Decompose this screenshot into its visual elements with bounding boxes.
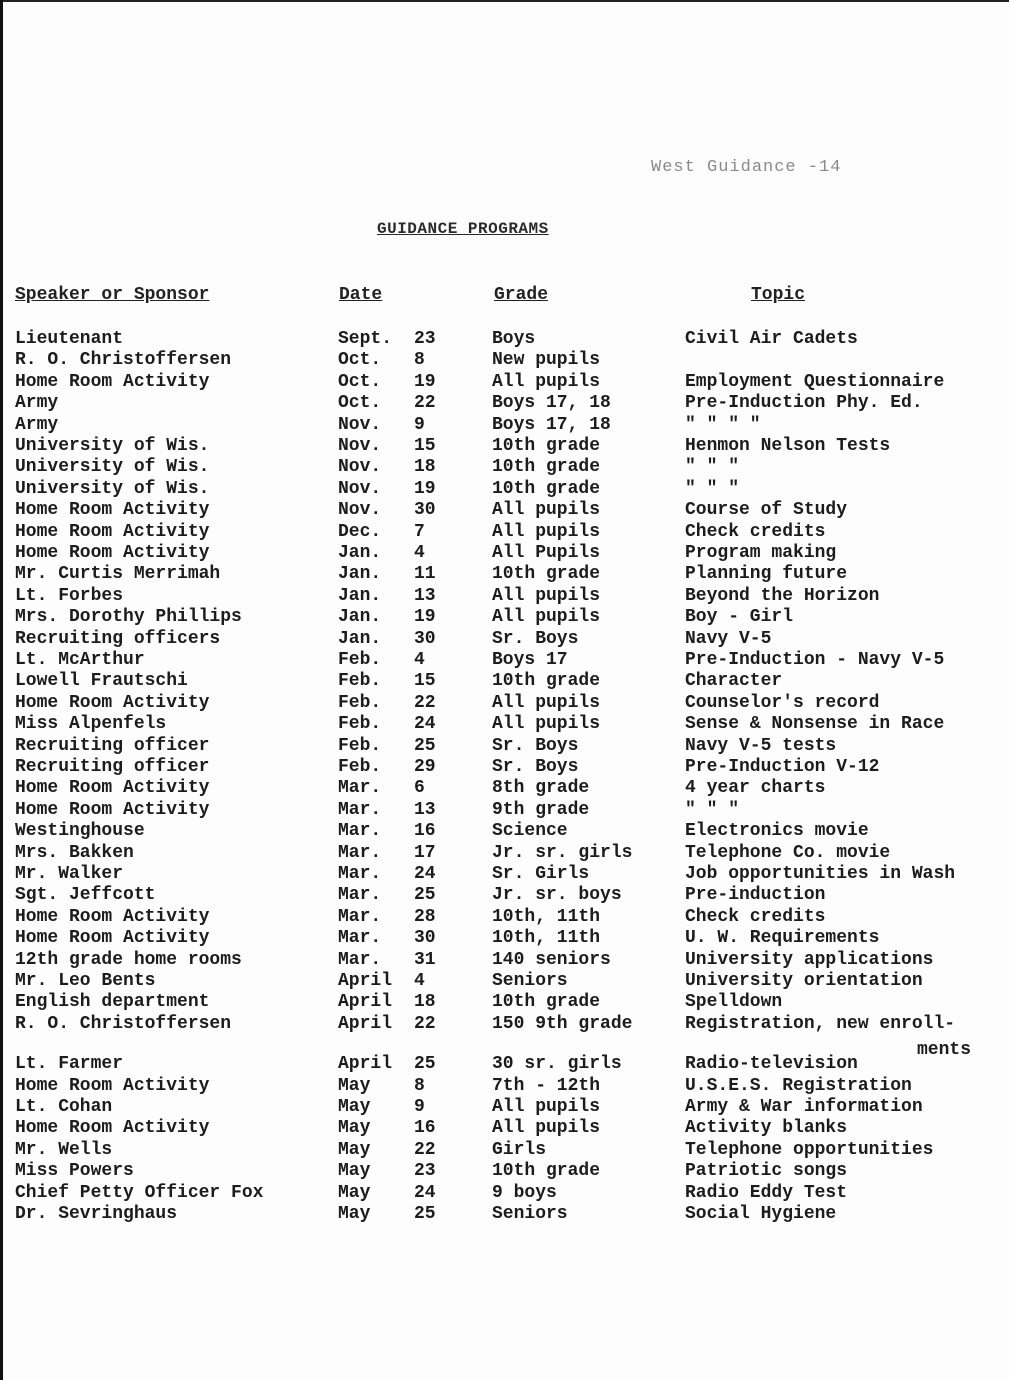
row-grade: Boys 17 [492, 650, 568, 670]
table-row [3, 756, 1009, 778]
row-day: 22 [414, 393, 436, 414]
row-day: 11 [414, 564, 436, 585]
row-day: 8 [414, 1075, 425, 1096]
table-row [3, 713, 1009, 735]
table-row [3, 991, 1009, 1013]
row-day: 25 [414, 1204, 436, 1224]
table-row [3, 606, 1009, 628]
row-topic: " " " " [685, 414, 761, 435]
row-month: Mar. [338, 821, 382, 842]
row-speaker: Home Room Activity [15, 692, 210, 713]
table-row [3, 371, 1009, 393]
row-speaker: English department [15, 992, 210, 1013]
row-grade: All pupils [492, 714, 601, 735]
row-grade: 9 boys [492, 1182, 557, 1203]
row-day: 16 [414, 821, 436, 842]
row-month: April [338, 1013, 393, 1034]
row-day: 30 [414, 928, 436, 949]
row-day: 25 [414, 735, 436, 756]
row-day: 19 [414, 478, 436, 499]
row-grade: Sr. Boys [492, 735, 579, 756]
row-month: Oct. [338, 393, 382, 414]
table-row [3, 328, 1009, 350]
row-topic: Radio-television [685, 1054, 858, 1075]
row-month: Jan. [338, 607, 382, 628]
row-grade: All pupils [492, 1097, 601, 1117]
row-day: 16 [414, 1118, 436, 1139]
row-month: Mar. [338, 799, 382, 820]
topic-continuation: ments [917, 1040, 972, 1060]
table-row [3, 1160, 1009, 1182]
row-month: May [338, 1204, 371, 1224]
row-speaker: Mrs. Bakken [15, 842, 134, 863]
row-speaker: Home Room Activity [15, 543, 210, 563]
row-grade: All pupils [492, 500, 601, 521]
row-month: Feb. [338, 714, 382, 735]
row-month: Jan. [338, 543, 382, 563]
table-row [3, 392, 1009, 414]
row-topic: Course of Study [685, 500, 848, 521]
row-speaker: Dr. Sevringhaus [15, 1204, 178, 1224]
row-month: Nov. [338, 436, 382, 456]
row-month: Nov. [338, 414, 382, 435]
row-day: 25 [414, 885, 436, 906]
row-speaker: Mr. Walker [15, 864, 124, 884]
row-topic: Civil Air Cadets [685, 329, 858, 349]
row-topic: Job opportunities in Wash [685, 864, 956, 884]
row-topic: Activity blanks [685, 1118, 848, 1139]
row-speaker: Home Room Activity [15, 371, 210, 392]
row-topic: Henmon Nelson Tests [685, 436, 891, 456]
row-day: 13 [414, 585, 436, 606]
row-day: 8 [414, 350, 425, 371]
row-day: 9 [414, 1097, 425, 1117]
row-month: Nov. [338, 478, 382, 499]
row-speaker: Lt. Forbes [15, 585, 124, 606]
row-month: April [338, 1054, 393, 1075]
row-month: Mar. [338, 842, 382, 863]
row-topic: Pre-Induction - Navy V-5 [685, 650, 945, 670]
row-topic: " " " [685, 478, 740, 499]
row-speaker: Westinghouse [15, 821, 145, 842]
row-topic: Electronics movie [685, 821, 869, 842]
row-month: Feb. [338, 650, 382, 670]
row-grade: All pupils [492, 1118, 601, 1139]
row-day: 23 [414, 329, 436, 349]
row-grade: Sr. Boys [492, 628, 579, 649]
row-topic: Patriotic songs [685, 1161, 848, 1182]
row-day: 18 [414, 457, 436, 478]
row-speaker: Recruiting officer [15, 757, 210, 777]
table-row [3, 563, 1009, 585]
row-speaker: Sgt. Jeffcott [15, 885, 156, 906]
table-row [3, 1013, 1009, 1035]
row-speaker: Army [15, 414, 59, 435]
row-month: Feb. [338, 735, 382, 756]
row-month: May [338, 1139, 371, 1160]
row-speaker: Home Room Activity [15, 928, 210, 949]
row-topic: Sense & Nonsense in Race [685, 714, 945, 735]
row-speaker: Home Room Activity [15, 500, 210, 521]
row-grade: Boys 17, 18 [492, 393, 611, 414]
table-row [3, 949, 1009, 971]
row-speaker: Home Room Activity [15, 906, 210, 927]
column-header-grade: Grade [494, 285, 549, 305]
row-speaker: Home Room Activity [15, 799, 210, 820]
row-grade: Seniors [492, 971, 568, 991]
row-topic: U. W. Requirements [685, 928, 880, 949]
row-day: 22 [414, 1139, 436, 1160]
row-speaker: R. O. Christoffersen [15, 350, 232, 371]
row-day: 4 [414, 650, 425, 670]
row-speaker: 12th grade home rooms [15, 949, 242, 970]
row-day: 23 [414, 1161, 436, 1182]
table-row [3, 906, 1009, 928]
row-month: Mar. [338, 949, 382, 970]
row-speaker: Home Room Activity [15, 521, 210, 542]
row-day: 30 [414, 500, 436, 521]
row-speaker: Mr. Curtis Merrimah [15, 564, 221, 585]
row-month: May [338, 1182, 371, 1203]
row-day: 28 [414, 906, 436, 927]
row-day: 22 [414, 692, 436, 713]
row-topic: Registration, new enroll- [685, 1013, 956, 1034]
row-month: April [338, 992, 393, 1013]
row-speaker: Recruiting officers [15, 628, 221, 649]
row-topic: Navy V-5 tests [685, 735, 837, 756]
row-speaker: Army [15, 393, 59, 414]
row-speaker: Home Room Activity [15, 1075, 210, 1096]
row-speaker: Home Room Activity [15, 778, 210, 799]
row-speaker: Lt. Farmer [15, 1054, 124, 1075]
row-speaker: Mr. Leo Bents [15, 971, 156, 991]
row-day: 24 [414, 714, 436, 735]
row-month: Jan. [338, 628, 382, 649]
row-day: 15 [414, 436, 436, 456]
row-grade: Jr. sr. girls [492, 842, 633, 863]
table-row [3, 349, 1009, 371]
row-month: Mar. [338, 778, 382, 799]
row-grade: Jr. sr. boys [492, 885, 622, 906]
row-grade: 150 9th grade [492, 1013, 633, 1034]
row-month: Oct. [338, 350, 382, 371]
row-grade: Boys [492, 329, 536, 349]
row-month: Mar. [338, 928, 382, 949]
row-topic: Radio Eddy Test [685, 1182, 848, 1203]
row-day: 9 [414, 414, 425, 435]
row-speaker: University of Wis. [15, 478, 210, 499]
table-row [3, 884, 1009, 906]
row-grade: All Pupils [492, 543, 601, 563]
row-grade: 30 sr. girls [492, 1054, 622, 1075]
row-speaker: Recruiting officer [15, 735, 210, 756]
row-grade: 10th grade [492, 478, 601, 499]
row-topic: Army & War information [685, 1097, 923, 1117]
row-speaker: Miss Powers [15, 1161, 134, 1182]
row-day: 31 [414, 949, 436, 970]
row-speaker: Lieutenant [15, 329, 124, 349]
row-topic: Pre-Induction V-12 [685, 757, 880, 777]
row-day: 19 [414, 371, 436, 392]
row-month: Nov. [338, 500, 382, 521]
row-month: May [338, 1097, 371, 1117]
row-grade: Girls [492, 1139, 547, 1160]
row-topic: Counselor's record [685, 692, 880, 713]
row-grade: Seniors [492, 1204, 568, 1224]
row-day: 7 [414, 521, 425, 542]
table-row [3, 521, 1009, 543]
row-month: Jan. [338, 564, 382, 585]
row-grade: 10th grade [492, 457, 601, 478]
row-month: Nov. [338, 457, 382, 478]
table-row [3, 1075, 1009, 1097]
table-row [3, 670, 1009, 692]
row-grade: Sr. Boys [492, 757, 579, 777]
row-day: 18 [414, 992, 436, 1013]
row-grade: Boys 17, 18 [492, 414, 611, 435]
row-topic: Navy V-5 [685, 628, 772, 649]
table-row [3, 820, 1009, 842]
row-grade: Science [492, 821, 568, 842]
row-month: Feb. [338, 757, 382, 777]
table-row [3, 799, 1009, 821]
row-topic: Telephone Co. movie [685, 842, 891, 863]
row-speaker: Mrs. Dorothy Phillips [15, 607, 242, 628]
row-day: 15 [414, 671, 436, 692]
table-row [3, 692, 1009, 714]
row-speaker: Lowell Frautschi [15, 671, 188, 692]
table-row [3, 970, 1009, 992]
row-day: 19 [414, 607, 436, 628]
table-row [3, 542, 1009, 564]
row-day: 22 [414, 1013, 436, 1034]
row-speaker: Lt. McArthur [15, 650, 145, 670]
table-row [3, 863, 1009, 885]
row-month: Feb. [338, 692, 382, 713]
table-row [3, 585, 1009, 607]
row-grade: 7th - 12th [492, 1075, 601, 1096]
table-row [3, 1203, 1009, 1225]
row-month: Oct. [338, 371, 382, 392]
row-topic: Spelldown [685, 992, 783, 1013]
row-month: Feb. [338, 671, 382, 692]
row-day: 17 [414, 842, 436, 863]
column-header-speaker: Speaker or Sponsor [15, 285, 210, 305]
row-day: 6 [414, 778, 425, 799]
row-speaker: Chief Petty Officer Fox [15, 1182, 264, 1203]
row-speaker: Miss Alpenfels [15, 714, 167, 735]
row-day: 4 [414, 543, 425, 563]
table-row [3, 1182, 1009, 1204]
table-row [3, 649, 1009, 671]
table-row [3, 435, 1009, 457]
top-edge-line [3, 0, 1009, 2]
row-topic: Pre-induction [685, 885, 826, 906]
row-grade: 9th grade [492, 799, 590, 820]
row-speaker: Home Room Activity [15, 1118, 210, 1139]
table-row [3, 628, 1009, 650]
row-month: May [338, 1161, 371, 1182]
table-row [3, 1139, 1009, 1161]
row-topic: Check credits [685, 906, 826, 927]
row-grade: New pupils [492, 350, 601, 371]
row-speaker: R. O. Christoffersen [15, 1013, 232, 1034]
table-row [3, 1117, 1009, 1139]
row-month: April [338, 971, 393, 991]
table-row [3, 1096, 1009, 1118]
row-grade: All pupils [492, 607, 601, 628]
row-topic: " " " [685, 457, 740, 478]
row-topic: U.S.E.S. Registration [685, 1075, 912, 1096]
row-month: Jan. [338, 585, 382, 606]
row-topic: " " " [685, 799, 740, 820]
row-topic: Employment Questionnaire [685, 371, 945, 392]
row-day: 4 [414, 971, 425, 991]
column-header-date: Date [339, 285, 383, 305]
row-day: 24 [414, 1182, 436, 1203]
row-grade: 10th, 11th [492, 928, 601, 949]
table-row [3, 478, 1009, 500]
row-day: 13 [414, 799, 436, 820]
row-grade: 10th grade [492, 564, 601, 585]
row-topic: Telephone opportunities [685, 1139, 934, 1160]
row-month: Dec. [338, 521, 382, 542]
table-row [3, 499, 1009, 521]
row-topic: Pre-Induction Phy. Ed. [685, 393, 923, 414]
row-month: Sept. [338, 329, 393, 349]
row-topic: Beyond the Horizon [685, 585, 880, 606]
row-topic: Check credits [685, 521, 826, 542]
row-month: Mar. [338, 885, 382, 906]
row-grade: 10th grade [492, 992, 601, 1013]
row-grade: All pupils [492, 585, 601, 606]
row-topic: 4 year charts [685, 778, 826, 799]
row-month: May [338, 1118, 371, 1139]
row-grade: All pupils [492, 692, 601, 713]
row-topic: Character [685, 671, 783, 692]
row-day: 30 [414, 628, 436, 649]
row-speaker: University of Wis. [15, 457, 210, 478]
row-grade: 10th grade [492, 1161, 601, 1182]
table-row [3, 1053, 1009, 1075]
row-topic: University applications [685, 949, 934, 970]
table-row [3, 735, 1009, 757]
row-grade: 10th grade [492, 436, 601, 456]
page-title: GUIDANCE PROGRAMS [377, 220, 549, 238]
row-month: May [338, 1075, 371, 1096]
row-topic: Planning future [685, 564, 848, 585]
row-grade: 10th grade [492, 671, 601, 692]
document-reference: West Guidance -14 [651, 158, 842, 177]
table-row [3, 842, 1009, 864]
row-grade: All pupils [492, 521, 601, 542]
row-day: 24 [414, 864, 436, 884]
table-row [3, 777, 1009, 799]
table-row [3, 456, 1009, 478]
row-grade: All pupils [492, 371, 601, 392]
column-header-topic: Topic [751, 285, 806, 305]
table-row [3, 414, 1009, 436]
row-speaker: Mr. Wells [15, 1139, 113, 1160]
table-row [3, 927, 1009, 949]
row-month: Mar. [338, 906, 382, 927]
row-grade: 10th, 11th [492, 906, 601, 927]
row-day: 29 [414, 757, 436, 777]
row-grade: 140 seniors [492, 949, 611, 970]
row-topic: University orientation [685, 971, 923, 991]
row-grade: Sr. Girls [492, 864, 590, 884]
row-speaker: Lt. Cohan [15, 1097, 113, 1117]
row-topic: Social Hygiene [685, 1204, 837, 1224]
row-topic: Boy - Girl [685, 607, 794, 628]
row-speaker: University of Wis. [15, 436, 210, 456]
row-grade: 8th grade [492, 778, 590, 799]
row-month: Mar. [338, 864, 382, 884]
row-topic: Program making [685, 543, 837, 563]
row-day: 25 [414, 1054, 436, 1075]
